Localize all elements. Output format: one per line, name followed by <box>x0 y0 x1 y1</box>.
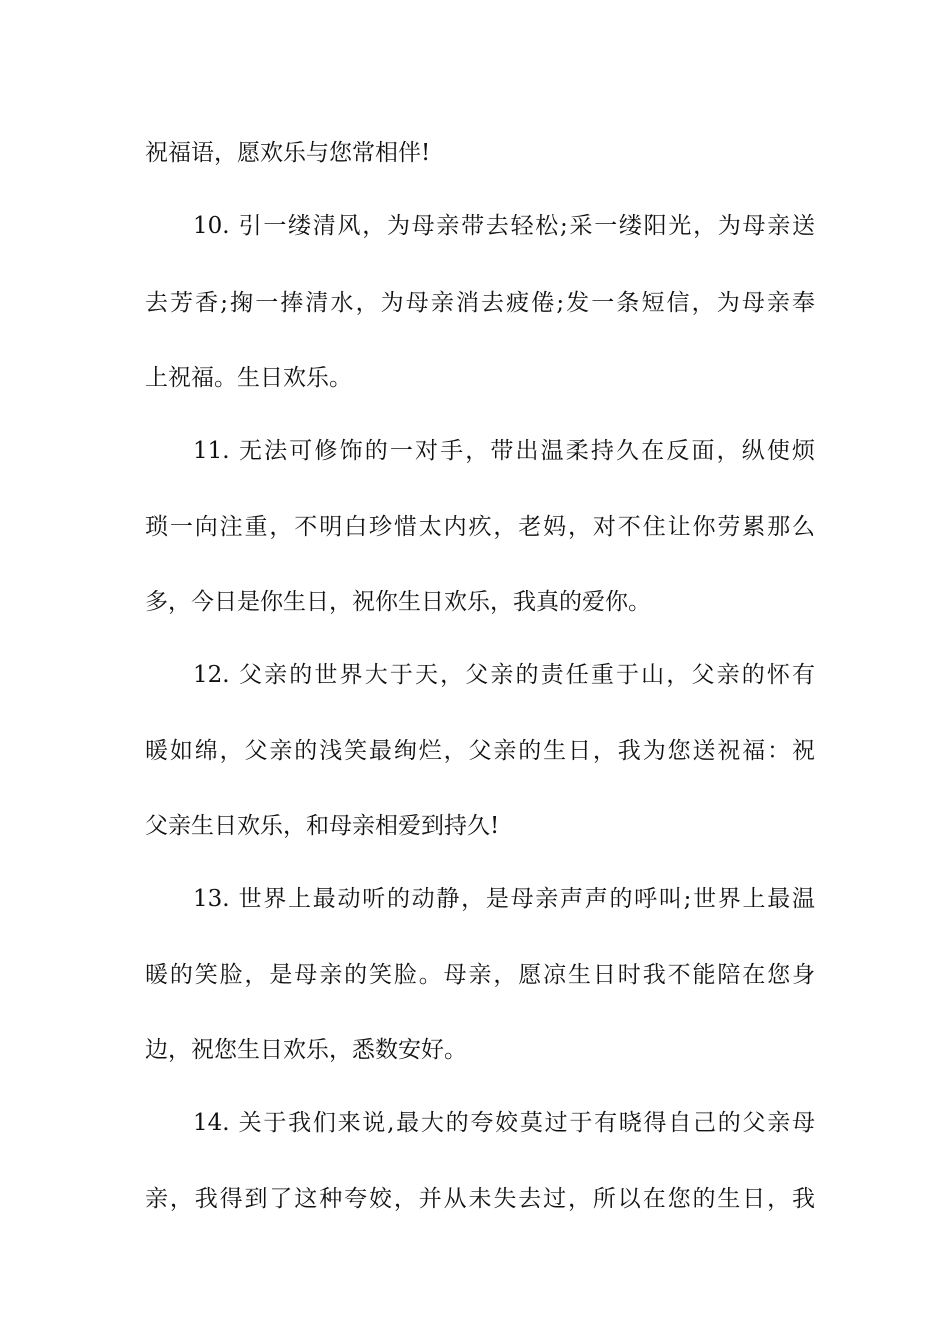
list-item-12-line-3: 父亲生日欢乐，和母亲相爱到持久! <box>145 813 500 839</box>
list-item-10-line-3: 上祝福。生日欢乐。 <box>145 365 352 391</box>
list-item-13-line-2: 暖的笑脸，是母亲的笑脸。母亲，愿凉生日时我不能陪在您身 <box>145 962 815 988</box>
list-item-10-line-2: 去芳香;掬一捧清水，为母亲消去疲倦;发一条短信，为母亲奉 <box>145 290 815 316</box>
list-item-11-line-3: 多，今日是你生日，祝你生日欢乐，我真的爱你。 <box>145 589 651 615</box>
list-item-14-line-2: 亲，我得到了这种夸姣，并从未失去过，所以在您的生日，我 <box>145 1186 815 1212</box>
list-item-14-line-1: 14. 关于我们来说,最大的夸姣莫过于有晓得自己的父亲母 <box>193 1110 815 1136</box>
list-item-13-line-1: 13. 世界上最动听的动静，是母亲声声的呼叫;世界上最温 <box>193 886 815 912</box>
list-item-12-line-1: 12. 父亲的世界大于天，父亲的责任重于山，父亲的怀有 <box>193 662 815 688</box>
list-item-12-line-2: 暖如绵，父亲的浅笑最绚烂，父亲的生日，我为您送祝福：祝 <box>145 738 815 764</box>
text-line: 祝福语，愿欢乐与您常相伴! <box>145 140 431 166</box>
list-item-13-line-3: 边，祝您生日欢乐，悉数安好。 <box>145 1037 467 1063</box>
list-item-10-line-1: 10. 引一缕清风，为母亲带去轻松;采一缕阳光，为母亲送 <box>193 213 815 239</box>
list-item-11-line-2: 琐一向注重，不明白珍惜太内疚，老妈，对不住让你劳累那么 <box>145 514 815 540</box>
list-item-11-line-1: 11. 无法可修饰的一对手，带出温柔持久在反面，纵使烦 <box>193 438 815 464</box>
